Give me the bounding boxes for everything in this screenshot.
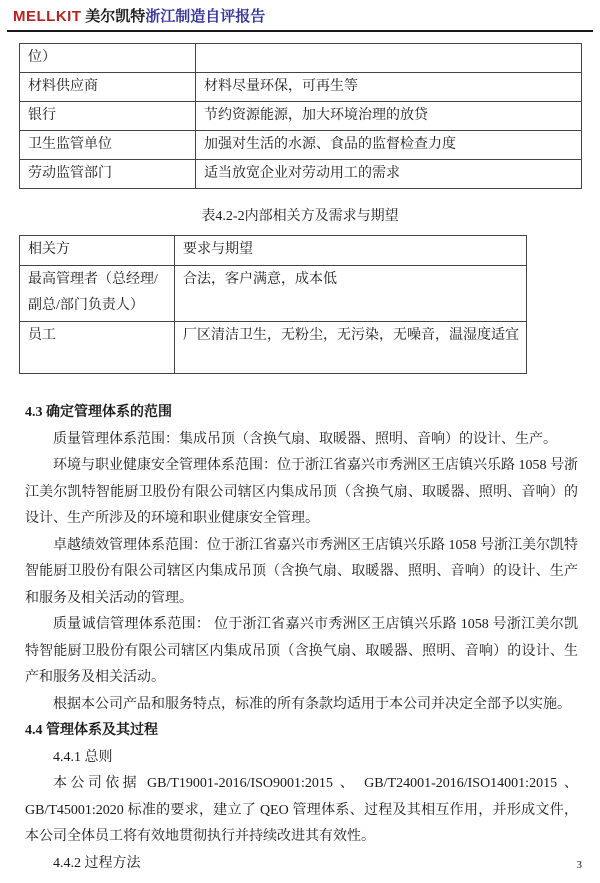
paragraph-performance-scope: 卓越绩效管理体系范围：位于浙江省嘉兴市秀洲区王店镇兴乐路 1058 号浙江美尔凯特智能厨卫股份有限公司辖区内集成吊顶（含换气扇、取暖器、照明、音响）的设计、生产和服务及相关活动的管理。 [25, 537, 578, 606]
expectation-cell: 材料尽量环保，可再生等 [196, 73, 582, 102]
column-header-party: 相关方 [20, 236, 175, 266]
expectation-cell: 节约资源能源，加大环境治理的放贷 [196, 102, 582, 131]
expectation-cell: 厂区清洁卫生，无粉尘，无污染，无噪音，温湿度适宜 [175, 322, 527, 374]
table-row [20, 322, 527, 374]
paragraph-general-principles: 本公司依据 GB/T19001-2016/ISO9001:2015 、 GB/T24001-2016/ISO14001:2015 、GB/T45001:2020 标准的要求，建立了 QEO 管理体系、过程及其相互作用，并形成文件，本公司全体员工将有效地贯彻执行并持续改进其有效性。 [25, 776, 578, 844]
header-title-blue: 浙江制造自评报告 [145, 9, 266, 25]
table-row [20, 131, 582, 160]
external-parties-table [19, 43, 582, 189]
column-header-expectation: 要求与期望 [175, 236, 527, 266]
subsection-heading-4-4-2: 4.4.2 过程方法 [53, 855, 141, 871]
document-header [7, 0, 593, 32]
header-title-black: 美尔凯特 [81, 9, 146, 25]
table-row [20, 73, 582, 102]
paragraph-quality-scope: 质量管理体系范围：集成吊顶（含换气扇、取暖器、照明、音响）的设计、生产。 [53, 431, 557, 447]
expectation-cell [196, 44, 582, 73]
subsection-heading-4-4-1: 4.4.1 总则 [53, 749, 113, 765]
table-row [20, 44, 582, 73]
table-row [20, 102, 582, 131]
brand-logo-text: MELLKIT [13, 8, 82, 25]
paragraph-integrity-scope: 质量诚信管理体系范围： 位于浙江省嘉兴市秀洲区王店镇兴乐路 1058 号浙江美尔凯特智能厨卫股份有限公司辖区内集成吊顶（含换气扇、取暖器、照明、音响）的设计、生产和服务及相关活动。 [25, 617, 578, 685]
party-cell: 卫生监管单位 [20, 131, 196, 160]
party-cell: 员工 [20, 322, 175, 374]
party-cell: 最高管理者（总经理/副总/部门负责人） [20, 266, 175, 322]
internal-parties-table [19, 235, 527, 374]
table-row [20, 160, 582, 189]
table-row [20, 266, 527, 322]
paragraph-ehs-scope: 环境与职业健康安全管理体系范围：位于浙江省嘉兴市秀洲区王店镇兴乐路 1058 号浙江美尔凯特智能厨卫股份有限公司辖区内集成吊顶（含换气扇、取暖器、照明、音响）的设计、生产所涉及的环境和职业健康安全管理。 [25, 458, 578, 526]
expectation-cell: 加强对生活的水源、食品的监督检查力度 [196, 131, 582, 160]
page-number: 3 [576, 859, 582, 871]
party-cell: 材料供应商 [20, 73, 196, 102]
section-heading-4-4: 4.4 管理体系及其过程 [25, 723, 158, 738]
table-header-row [20, 236, 527, 266]
expectation-cell: 合法，客户满意，成本低 [175, 266, 527, 322]
section-heading-4-3: 4.3 确定管理体系的范围 [25, 405, 172, 420]
party-cell: 银行 [20, 102, 196, 131]
table-caption: 表4.2-2内部相关方及需求与期望 [201, 209, 399, 224]
paragraph-applicability: 根据本公司产品和服务特点，标准的所有条款均适用于本公司并决定全部予以实施。 [53, 696, 571, 712]
party-cell: 劳动监管部门 [20, 160, 196, 189]
document-body [25, 400, 578, 877]
expectation-cell: 适当放宽企业对劳动用工的需求 [196, 160, 582, 189]
party-cell: 位） [20, 44, 196, 73]
